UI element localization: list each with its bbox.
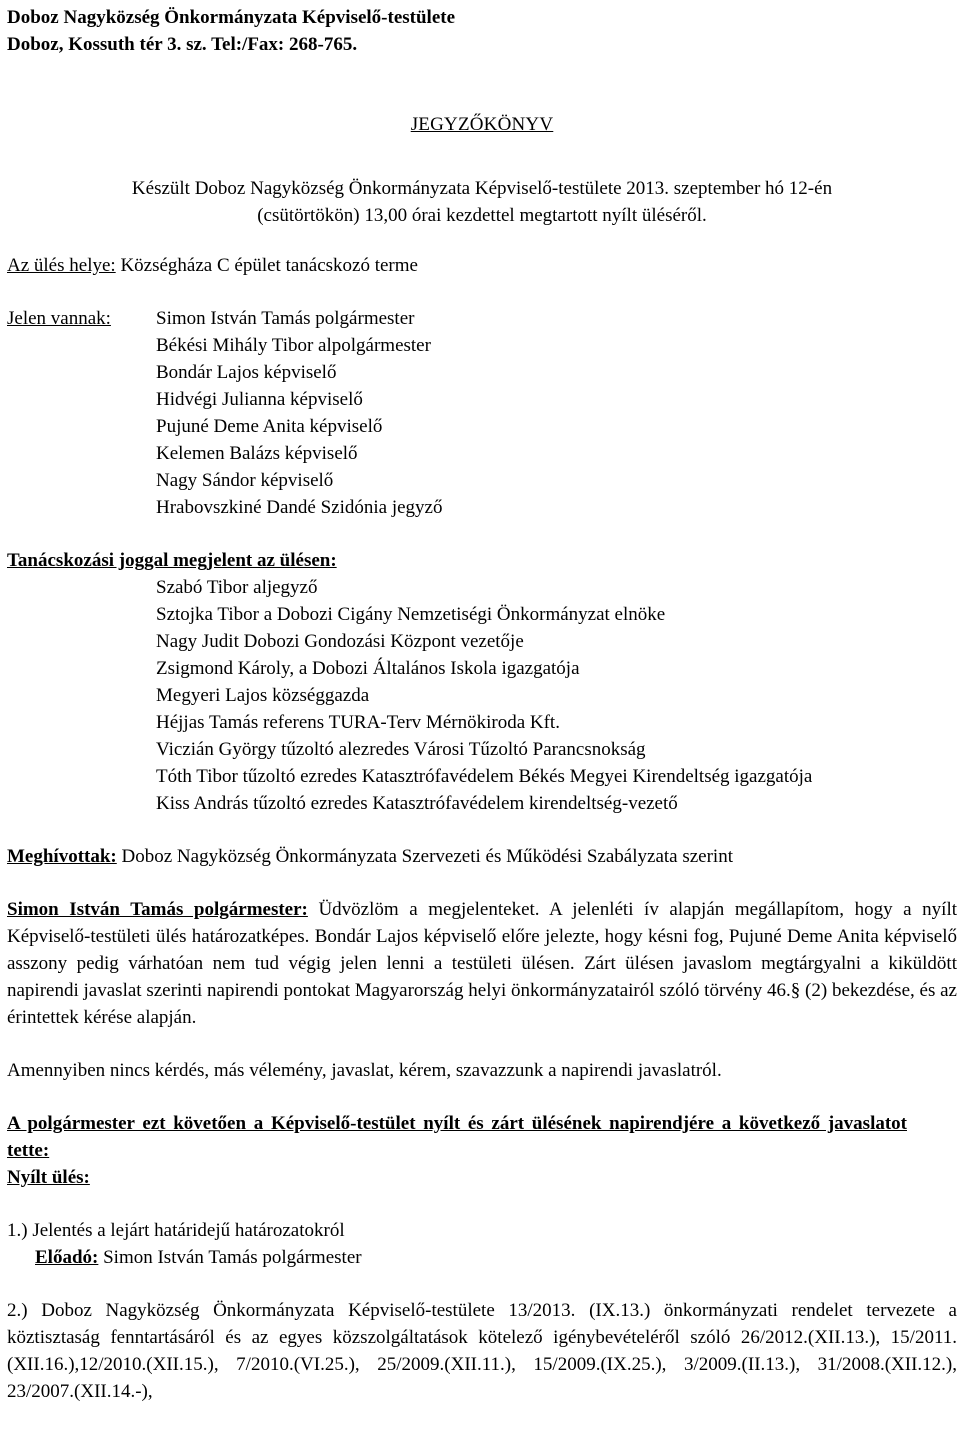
agenda-intro: A polgármester ezt követően a Képviselő-testület nyílt és zárt ülésének napirendjére a következő javaslatot tette: [7,1113,907,1161]
agenda-item-presenter [7,1244,957,1271]
venue-label: Az ülés helye: [7,255,116,276]
present-member: Békési Mihály Tibor alpolgármester [156,335,431,356]
present-member: Simon István Tamás polgármester [156,308,415,329]
advisory-section [7,547,957,817]
present-member: Hidvégi Julianna képviselő [156,389,363,410]
mayor-speech [7,896,957,1031]
invited-value: Doboz Nagyközség Önkormányzata Szervezeti és Működési Szabályzata szerint [116,846,733,867]
advisory-member: Zsigmond Károly, a Dobozi Általános Iskola igazgatója [156,658,580,679]
vote-call: Amennyiben nincs kérdés, más vélemény, javaslat, kérem, szavazzunk a napirendi javaslatról. [7,1060,722,1081]
advisory-member: Viczián György tűzoltó alezredes Városi Tűzoltó Parancsnokság [156,739,646,760]
open-session-heading: Nyílt ülés: [7,1167,90,1188]
invited-section [7,843,957,870]
speaker-label: Simon István Tamás polgármester: [7,899,308,920]
advisory-label: Tanácskozási joggal megjelent az ülésen: [7,550,337,571]
presenter-name: Simon István Tamás polgármester [98,1247,362,1268]
letterhead-address: Doboz, Kossuth tér 3. sz. Tel:/Fax: 268-765. [7,34,358,55]
intro-line-1: Készült Doboz Nagyközség Önkormányzata Képviselő-testülete 2013. szeptember hó 12-én [131,178,833,199]
advisory-member: Megyeri Lajos községgazda [156,685,370,706]
advisory-member: Nagy Judit Dobozi Gondozási Központ vezetője [156,631,524,652]
present-section [7,305,957,521]
advisory-list [7,574,957,817]
present-list [156,305,957,521]
document-page [7,0,957,1405]
advisory-member: Szabó Tibor aljegyző [156,577,318,598]
present-member: Nagy Sándor képviselő [156,470,334,491]
document-title: JEGYZŐKÖNYV [410,114,554,135]
advisory-member: Sztojka Tibor a Dobozi Cigány Nemzetiségi Önkormányzat elnöke [156,604,666,625]
present-member: Kelemen Balázs képviselő [156,443,358,464]
speech-text: Üdvözlöm a megjelenteket. A jelenléti ív alapján megállapítom, hogy a nyílt Képviselő-testületi ülés határozatképes. Bondár Lajos képviselő előre jelezte, hogy késni fog, Pujuné Deme Anita képviselő asszony pedig várhatóan nem tud végig jelen lenni a testületi ülésen. Zárt ülésen javaslom megtárgyalni a kiküldött napirendi javaslat szerinti napirendi pontokat Magyarország helyi önkormányzatairól szóló törvény 46.§ (2) bekezdése, és az érintettek kérése alapján. [7,899,958,1028]
agenda-item-text: 1.) Jelentés a lejárt határidejű határozatokról [7,1220,345,1241]
letterhead-name: Doboz Nagyközség Önkormányzata Képviselő-testülete [7,7,456,28]
intro [7,175,957,229]
invited-label: Meghívottak: [7,846,117,867]
intro-line-2: (csütörtökön) 13,00 órai kezdettel megtartott nyílt üléséről. [257,205,707,226]
present-member: Hrabovszkiné Dandé Szidónia jegyző [156,497,443,518]
presenter-label: Előadó: [35,1247,99,1268]
venue-value: Községháza C épület tanácskozó terme [115,255,418,276]
advisory-member: Kiss András tűzoltó ezredes Katasztrófavédelem kirendeltség-vezető [156,793,678,814]
advisory-member: Héjjas Tamás referens TURA-Terv Mérnökiroda Kft. [156,712,560,733]
advisory-member: Tóth Tibor tűzoltó ezredes Katasztrófavédelem Békés Megyei Kirendeltség igazgatója [156,766,813,787]
letterhead [7,4,957,58]
present-member: Pujuné Deme Anita képviselő [156,416,383,437]
present-member: Bondár Lajos képviselő [156,362,337,383]
agenda-item-1 [7,1217,957,1271]
agenda-item-2: 2.) Doboz Nagyközség Önkormányzata Képviselő-testülete 13/2013. (IX.13.) önkormányzati rendelet tervezete a köztisztaság fenntartásáról és az egyes közszolgáltatások kötelező igénybevételéről szóló 26/2012.(XII.13.), 15/2011.(XII.16.),12/2010.(XII.15.), 7/2010.(VI.25.), 25/2009.(XII.11.), 15/2009.(IX.25.), 3/2009.(II.13.), 31/2008.(XII.12.), 23/2007.(XII.14.-), [7,1300,957,1402]
venue [7,252,957,279]
present-label: Jelen vannak: [7,308,111,329]
